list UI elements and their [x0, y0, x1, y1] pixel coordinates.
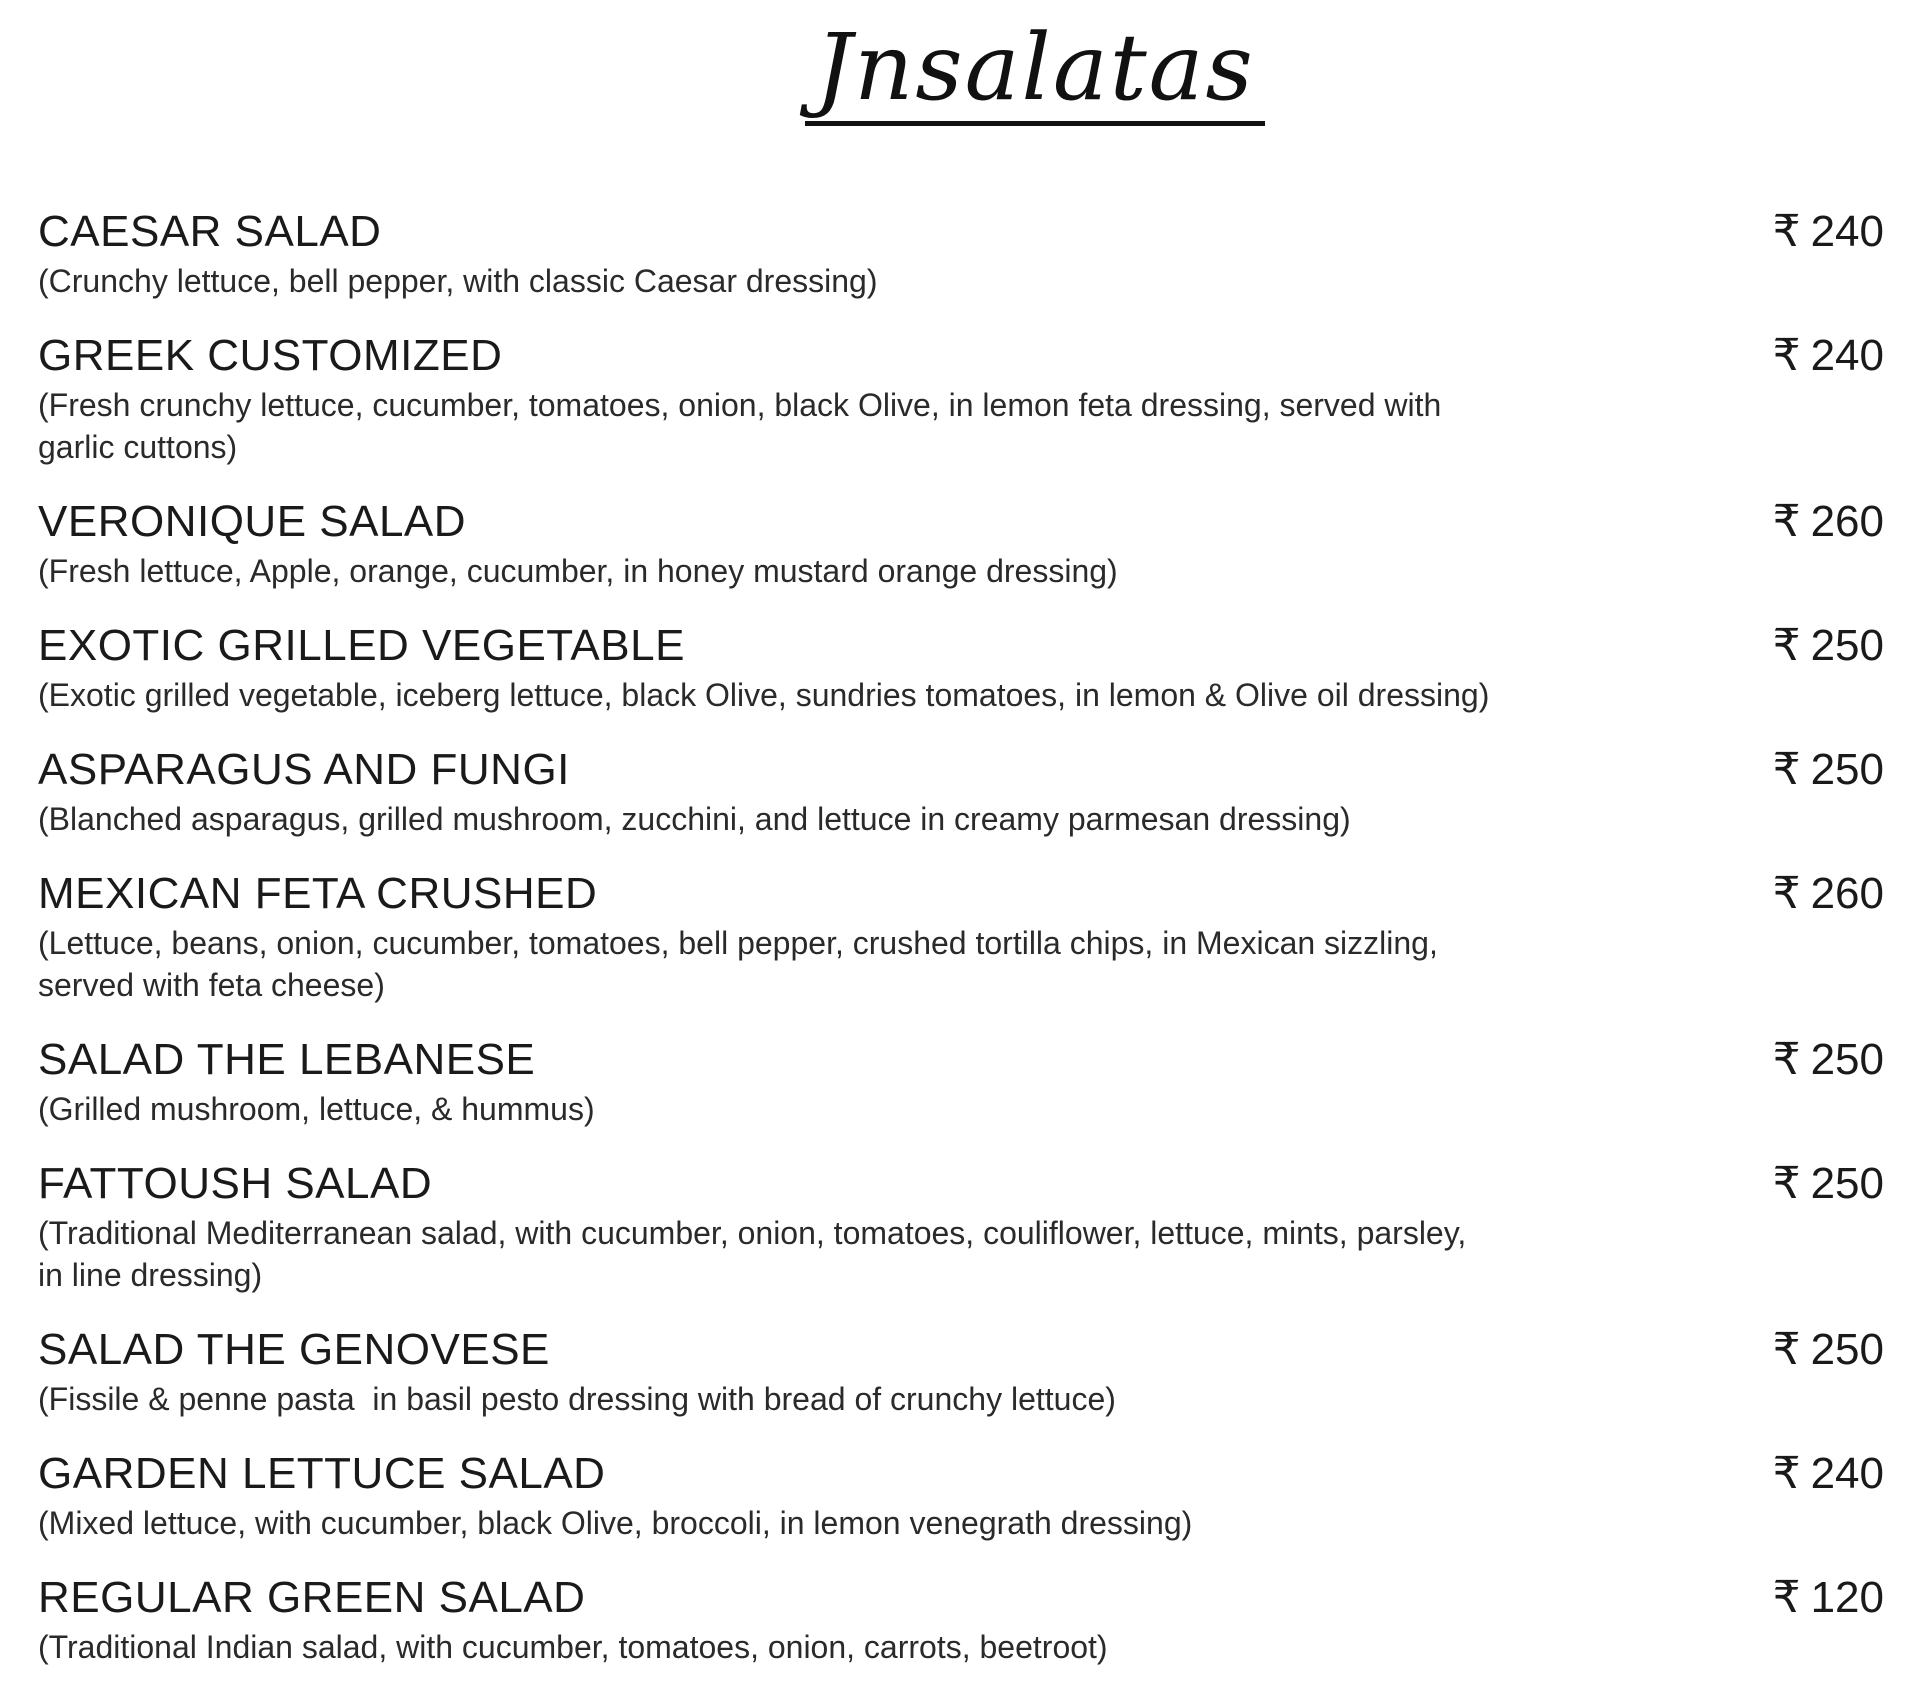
- menu-item: [38, 1572, 1884, 1668]
- item-price: [1773, 620, 1884, 672]
- item-name: EXOTIC GRILLED VEGETABLE: [38, 621, 685, 670]
- menu-item: [38, 1158, 1884, 1296]
- price-value: 250: [1810, 1159, 1884, 1208]
- title-wrap: [0, 14, 1920, 126]
- item-price: [1773, 868, 1884, 920]
- item-price: [1773, 206, 1884, 258]
- item-price: [1773, 1034, 1884, 1086]
- item-name: ASPARAGUS AND FUNGI: [38, 745, 570, 794]
- menu-item: [38, 496, 1884, 592]
- rupee-symbol: ₹: [1772, 1159, 1801, 1208]
- price-value: 260: [1810, 869, 1884, 918]
- item-description: (Fissile & penne pasta in basil pesto dressing with bread of crunchy lettuce): [38, 1381, 1116, 1417]
- item-description: (Grilled mushroom, lettuce, & hummus): [38, 1091, 595, 1127]
- price-value: 240: [1810, 207, 1884, 256]
- price-value: 250: [1810, 1035, 1884, 1084]
- item-name: GARDEN LETTUCE SALAD: [38, 1449, 606, 1498]
- item-name: SALAD THE GENOVESE: [38, 1325, 550, 1374]
- menu-item: [38, 1324, 1884, 1420]
- price-value: 250: [1810, 621, 1884, 670]
- item-description: (Crunchy lettuce, bell pepper, with classic Caesar dressing): [38, 263, 878, 299]
- item-description: (Fresh crunchy lettuce, cucumber, tomatoes, onion, black Olive, in lemon feta dressing, served with garlic cuttons): [38, 387, 1442, 465]
- menu-item: [38, 330, 1884, 468]
- rupee-symbol: ₹: [1772, 331, 1801, 380]
- menu-item: [38, 1448, 1884, 1544]
- rupee-symbol: ₹: [1772, 1573, 1801, 1622]
- item-description: (Mixed lettuce, with cucumber, black Olive, broccoli, in lemon venegrath dressing): [38, 1505, 1193, 1541]
- item-name: GREEK CUSTOMIZED: [38, 331, 503, 380]
- item-price: [1773, 330, 1884, 382]
- menu-item: [38, 206, 1884, 302]
- item-name: CAESAR SALAD: [38, 207, 382, 256]
- price-value: 250: [1810, 1325, 1884, 1374]
- price-value: 240: [1810, 1449, 1884, 1498]
- rupee-symbol: ₹: [1772, 207, 1801, 256]
- item-description: (Lettuce, beans, onion, cucumber, tomatoes, bell pepper, crushed tortilla chips, in Mexican sizzling, served with feta cheese): [38, 925, 1438, 1003]
- rupee-symbol: ₹: [1772, 1035, 1801, 1084]
- item-price: [1773, 496, 1884, 548]
- rupee-symbol: ₹: [1772, 869, 1801, 918]
- rupee-symbol: ₹: [1772, 621, 1801, 670]
- item-price: [1773, 1158, 1884, 1210]
- rupee-symbol: ₹: [1772, 1449, 1801, 1498]
- item-name: SALAD THE LEBANESE: [38, 1035, 536, 1084]
- item-price: [1773, 1324, 1884, 1376]
- price-value: 260: [1810, 497, 1884, 546]
- page-title: Jnsalatas: [805, 20, 1265, 126]
- rupee-symbol: ₹: [1772, 497, 1801, 546]
- item-price: [1773, 1448, 1884, 1500]
- item-name: VERONIQUE SALAD: [38, 497, 467, 546]
- price-value: 120: [1810, 1573, 1884, 1622]
- rupee-symbol: ₹: [1772, 745, 1801, 794]
- item-description: (Exotic grilled vegetable, iceberg lettuce, black Olive, sundries tomatoes, in lemon & Olive oil dressing): [38, 677, 1490, 713]
- menu-item: [38, 1034, 1884, 1130]
- rupee-symbol: ₹: [1772, 1325, 1801, 1374]
- item-name: MEXICAN FETA CRUSHED: [38, 869, 598, 918]
- item-name: FATTOUSH SALAD: [38, 1159, 433, 1208]
- menu-list: [38, 206, 1884, 1696]
- price-value: 250: [1810, 745, 1884, 794]
- price-value: 240: [1810, 331, 1884, 380]
- item-description: (Fresh lettuce, Apple, orange, cucumber, in honey mustard orange dressing): [38, 553, 1118, 589]
- item-description: (Traditional Mediterranean salad, with cucumber, onion, tomatoes, couliflower, lettuce, mints, parsley, in line dressing): [38, 1215, 1467, 1293]
- item-description: (Traditional Indian salad, with cucumber, tomatoes, onion, carrots, beetroot): [38, 1629, 1108, 1665]
- item-description: (Blanched asparagus, grilled mushroom, zucchini, and lettuce in creamy parmesan dressing): [38, 801, 1351, 837]
- item-name: REGULAR GREEN SALAD: [38, 1573, 586, 1622]
- item-price: [1773, 744, 1884, 796]
- item-price: [1773, 1572, 1884, 1624]
- menu-item: [38, 868, 1884, 1006]
- menu-item: [38, 744, 1884, 840]
- menu-item: [38, 620, 1884, 716]
